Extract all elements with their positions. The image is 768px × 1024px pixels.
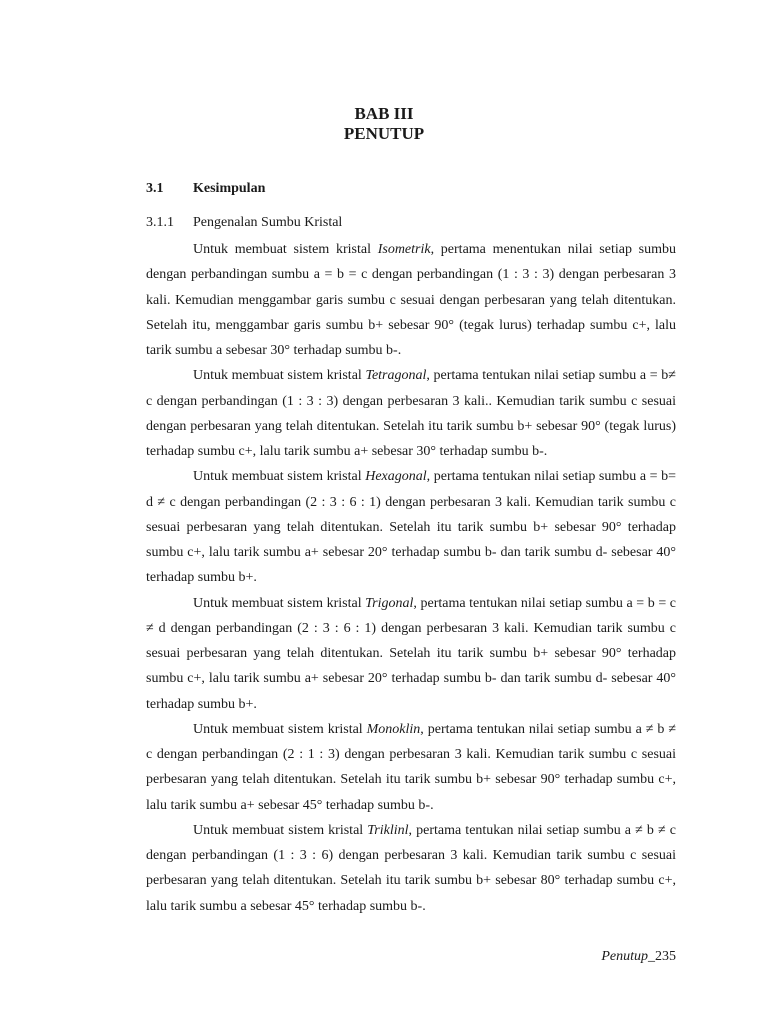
footer-separator: _	[648, 949, 655, 964]
page-footer	[576, 948, 676, 966]
crystal-system-name: Trigonal	[365, 595, 414, 611]
page-number: 235	[655, 949, 676, 964]
footer-label: Penutup	[601, 949, 648, 964]
paragraph-text: , pertama tentukan nilai setiap sumbu a ≠ b ≠ c dengan perbandingan (2 : 1 : 3) dengan perbesaran 3 kali. Kemudian tarik sumbu c sesuai perbesaran yang telah ditentukan. Setelah itu tarik sumbu b+ sebesar 90° terhadap sumbu c+, lalu tarik sumbu a+ sebesar 45° terhadap sumbu b-.	[146, 721, 677, 813]
crystal-system-name: Hexagonal	[365, 469, 427, 485]
paragraph-text: , pertama tentukan nilai setiap sumbu a ≠ b ≠ c dengan perbandingan (1 : 3 : 6) dengan perbesaran 3 kali. Kemudian tarik sumbu c sesuai perbesaran yang telah ditentukan. Setelah itu tarik sumbu b+ sebesar 80° terhadap sumbu c+, lalu tarik sumbu a sebesar 45° terhadap sumbu b-.	[146, 822, 676, 914]
section-heading	[146, 180, 265, 198]
paragraph-hexagonal	[146, 464, 676, 590]
chapter-title: PENUTUP	[343, 124, 425, 143]
paragraph-text: , pertama menentukan nilai setiap sumbu dengan perbandingan sumbu a = b = c dengan perbandingan (1 : 3 : 3) dengan perbesaran 3 kali. Kemudian menggambar garis sumbu c sesuai dengan perbesaran yang telah ditentukan. Setelah itu, menggambar garis sumbu b+ sebesar 90° (tegak lurus) terhadap sumbu c+, lalu tarik sumbu a sebesar 30° terhadap sumbu b-.	[146, 242, 676, 358]
section-title: Kesimpulan	[193, 181, 266, 196]
paragraph-text: , pertama tentukan nilai setiap sumbu a = b = c ≠ d dengan perbandingan (2 : 3 : 6 : 1) dengan perbesaran 3 kali. Kemudian tarik sumbu c sesuai perbesaran yang telah ditentukan. Setelah itu tarik sumbu b+ sebesar 90° terhadap sumbu c+, lalu tarik sumbu a+ sebesar 20° terhadap sumbu b- dan tarik sumbu d- sebesar 40° terhadap sumbu b+.	[146, 595, 676, 712]
subsection-title: Pengenalan Sumbu Kristal	[193, 215, 343, 230]
paragraph-intro: Untuk membuat sistem kristal	[193, 595, 366, 611]
subsection-heading	[146, 214, 342, 232]
crystal-system-name: Triklinl	[367, 822, 409, 838]
paragraph-tetragonal	[146, 363, 676, 464]
section-number: 3.1	[146, 181, 164, 196]
crystal-system-name: Isometrik	[377, 242, 431, 257]
paragraph-intro: Untuk membuat sistem kristal	[193, 242, 378, 257]
paragraph-text: , pertama tentukan nilai setiap sumbu a = b≠ c dengan perbandingan (1 : 3 : 3) dengan perbesaran 3 kali.. Kemudian tarik sumbu c sesuai dengan perbesaran yang telah ditentukan. Setelah itu tarik sumbu b+ sebesar 90° (tegak lurus) terhadap sumbu c+, lalu tarik sumbu a+ sebesar 30° terhadap sumbu b-.	[146, 368, 676, 459]
crystal-system-name: Monoklin	[366, 721, 421, 737]
chapter-label: BAB III	[354, 104, 414, 123]
paragraph-trigonal	[146, 591, 676, 717]
paragraph-intro: Untuk membuat sistem kristal	[193, 469, 366, 485]
paragraph-text: , pertama tentukan nilai setiap sumbu a = b= d ≠ c dengan perbandingan (2 : 3 : 6 : 1) dengan perbesaran 3 kali. Kemudian tarik sumbu c sesuai perbesaran yang telah ditentukan. Setelah itu tarik sumbu b+ sebesar 90° terhadap sumbu c+, lalu tarik sumbu a+ sebesar 20° terhadap sumbu b- dan tarik sumbu d- sebesar 40° terhadap sumbu b+.	[146, 469, 677, 586]
subsection-number: 3.1.1	[146, 215, 174, 230]
paragraph-intro: Untuk membuat sistem kristal	[193, 368, 366, 384]
paragraph-triklin	[146, 818, 676, 919]
paragraph-isometrik	[146, 237, 676, 363]
paragraph-monoklin	[146, 717, 676, 818]
body-text	[146, 237, 676, 919]
paragraph-intro: Untuk membuat sistem kristal	[193, 822, 368, 838]
paragraph-intro: Untuk membuat sistem kristal	[193, 721, 367, 737]
crystal-system-name: Tetragonal	[365, 368, 427, 384]
